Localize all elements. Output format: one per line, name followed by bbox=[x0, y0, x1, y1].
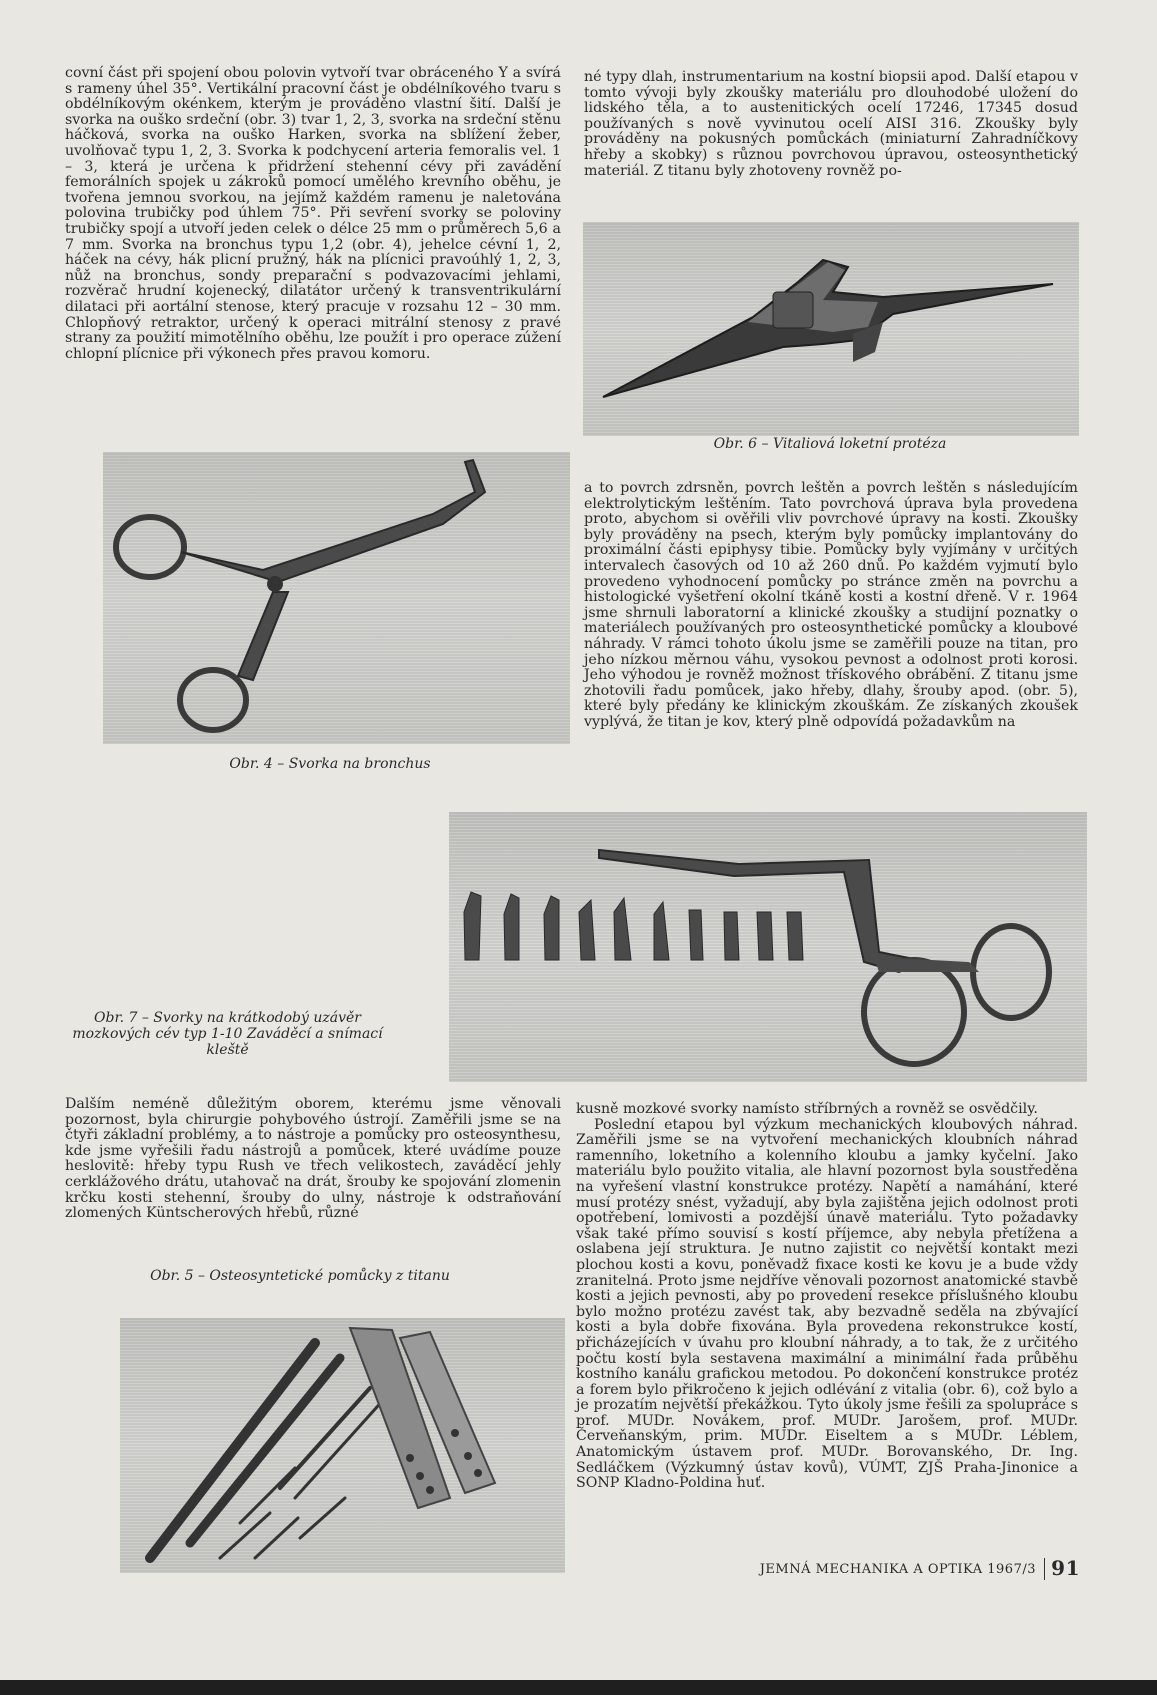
page-footer bbox=[760, 1556, 1080, 1582]
text-right-bottom bbox=[576, 1102, 1078, 1492]
figure-5-caption: Obr. 5 – Osteosyntetické pomůcky z titanu bbox=[150, 1268, 450, 1284]
paragraph: a to povrch zdrsněn, povrch leštěn a povrch leštěn s následujícím elektrolytickým leštěním. Tato povrchová úprava byla provedena proto, abychom si ověřili vliv povrchové úpravy na kosti. Zkoušky byly prováděny na psech, kterým byly pomůcky implantovány do proximální části epiphysy tibie. Pomůcky byly vyjímány v určitých intervalech časových od 10 až 260 dnů. Po každém vyjmutí bylo provedeno vyhodnocení pomůcky po stránce změn na povrchu a histologické vyšetření okolní tkáně kosti a kostní dřeně. V r. 1964 jsme shrnuli laboratorní a klinické zkoušky a studijní poznatky o materiálech používaných pro osteosynthetické pomůcky a kloubové náhrady. V rámci tohoto úkolu jsme se zaměřili pouze na titan, pro jeho nízkou měrnou váhu, vysokou pevnost a odolnost proti korosi. Jeho výhodou je rovněž možnost třískového obrábění. Z titanu jsme zhotovili řadu pomůcek, jako hřeby, dlahy, šrouby apod. (obr. 5), které byly předány ke klinickým zkouškám. Ze získaných zkoušek vyplývá, že titan je kov, který plně odpovídá požadavkům na bbox=[584, 480, 1078, 730]
text-right-top bbox=[584, 70, 1078, 179]
figure-7-photo bbox=[449, 812, 1087, 1082]
footer-divider bbox=[1044, 1558, 1045, 1580]
paragraph: kusně mozkové svorky namísto stříbrných a rovněž se osvědčily. bbox=[576, 1101, 1038, 1117]
paragraph: covní část při spojení obou polovin vytvoří tvar obráceného Y a svírá s rameny úhel 35°. Vertikální pracovní část je obdélníkového tvaru s obdélníkovým okénkem, kterým je prováděno vlastní šití. Další je svorka na ouško srdeční (obr. 3) tvar 1, 2, 3, svorka na srdeční stěnu háčková, svorka na ouško Harken, svorka na sblížení žeber, uvolňovač typu 1, 2, 3. Svorka k podchycení arteria femoralis vel. 1 – 3, která je určena k přidržení stehenní cévy při zavádění femorálních spojek u zákroků pomocí umělého krevního oběhu, je tvořena jemnou svorkou, na jejímž každém ramenu je naletována polovina trubičky pod úhlem 75°. Při sevření svorky se poloviny trubičky spojí a utvoří jeden celek o délce 25 mm o průměrech 5,6 a 7 mm. Svorka na bronchus typu 1,2 (obr. 4), jehelce cévní 1, 2, háček na cévy, hák plicní pružný, hák na plícnici pravoúhlý 1, 2, 3, nůž na bronchus, sondy preparační s podvazovacími jehlami, rozvěrač hrudní kojenecký, dilatátor určený k transventrikulární dilataci při aortální stenose, který pracuje v rozsahu 12 – 30 mm. Chlopňový retraktor, určený k operaci mitrální stenosy z pravé strany za použití mimotělního oběhu, lze použít i pro operace zúžení chlopní plícnice při výkonech přes pravou komoru. bbox=[65, 65, 561, 362]
figure-4-photo bbox=[103, 452, 570, 744]
paragraph: Dalším neméně důležitým oborem, kterému jsme věnovali pozornost, byla chirurgie pohybového ústrojí. Zaměřili jsme se na čtyři základní problémy, a to nástroje a pomůcky pro osteosynthesu, kde jsme vyřešili řadu nástrojů a pomůcek, které uvádíme pouze heslovitě: hřeby typu Rush ve třech velikostech, zaváděcí jehly cerklážového drátu, utahovač na drát, šrouby ke spojování zlomenin krčku kosti stehenní, šrouby do ulny, nástroje k odstraňování zlomených Küntscherových hřebů, různé bbox=[65, 1096, 561, 1222]
paragraph: né typy dlah, instrumentarium na kostní biopsii apod. Další etapou v tomto vývoji byly zkoušky materiálu pro dlouhodobé uložení do lidského těla, a to austenitických ocelí 17246, 17345 dosud používaných s nově vyvinutou ocelí AISI 316. Zkoušky byly prováděny na pokusných pomůckách (miniaturní Zahradníčkovy hřeby a skobky) s různou povrchovou úpravou, osteosynthetický materiál. Z titanu byly zhotoveny rovněž po- bbox=[584, 69, 1078, 179]
figure-7-caption: Obr. 7 – Svorky na krátkodobý uzávěr mozkových cév typ 1-10 Zaváděcí a snímací kleště bbox=[72, 1010, 383, 1058]
scan-edge bbox=[0, 1680, 1157, 1695]
figure-5-photo bbox=[120, 1318, 565, 1573]
paragraph: Poslední etapou byl výzkum mechanických kloubových náhrad. Zaměřili jsme se na vytvoření mechanických kloubních náhrad ramenního, loketního a kolenního kloubu a jamky kyčelní. Jako materiálu bylo použito vitalia, ale hlavní pozornost byla soustředěna na vyřešení vlastní konstrukce protézy. Napětí a namáhání, které musí protézy snést, vyžadují, aby byla zajištěna jejich odolnost proti opotřebení, lomivosti a pozdější únavě materiálu. Tyto požadavky však také přímo souvisí s kostí příjemce, aby nebyla přetížena a oslabena její struktura. Je nutno zajistit co největší kontakt mezi plochou kosti a kovu, poněvadž fixace kosti ke kovu je a bude vždy zranitelná. Proto jsme nejdříve věnovali pozornost anatomické stavbě kosti a jejich pevnosti, aby po provedení resekce příslušného kloubu bylo možno protézu zavést tak, aby bezvadně seděla na zbývající kosti a byla dobře fixována. Byla provedena rekonstrukce kostí, přicházejících v úvahu pro kloubní náhrady, a to tak, že z určitého počtu kostí byla sestavena maximální a minimální řada průběhu kostního kanálu grafickou metodou. Po dokončení konstrukce protéz a forem bylo přikročeno k jejich odlévání z vitalia (obr. 6), což bylo a je prozatím největší překážkou. Tyto úkoly jsme řešili za spolupráce s prof. MUDr. Novákem, prof. MUDr. Jarošem, prof. MUDr. Červeňanským, prim. MUDr. Eiseltem a s MUDr. Léblem, Anatomickým ústavem prof. MUDr. Borovanského, Dr. Ing. Sedláčkem (Výzkumný ústav kovů), VÚMT, ZJŠ Praha-Jinonice a SONP Kladno-Poldina huť. bbox=[576, 1116, 1078, 1492]
text-left-top bbox=[65, 66, 561, 362]
text-right-mid bbox=[584, 481, 1078, 731]
page-number: 91 bbox=[1051, 1556, 1080, 1580]
figure-6-caption: Obr. 6 – Vitaliová loketní protéza bbox=[713, 436, 947, 452]
figure-4-caption: Obr. 4 – Svorka na bronchus bbox=[229, 756, 431, 772]
figure-6-photo bbox=[583, 222, 1079, 436]
text-left-bottom bbox=[65, 1097, 561, 1222]
journal-name: JEMNÁ MECHANIKA A OPTIKA 1967/3 bbox=[759, 1562, 1036, 1577]
